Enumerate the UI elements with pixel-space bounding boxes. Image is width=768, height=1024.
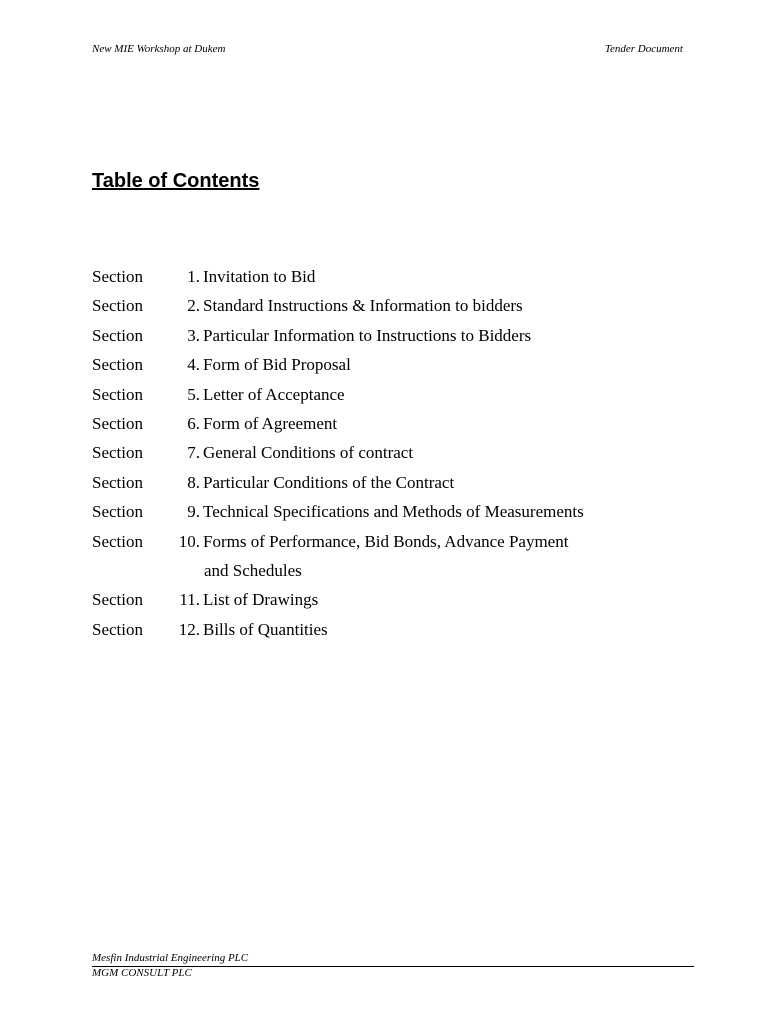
toc-entry-4 <box>92 350 692 379</box>
toc-section-label: Section <box>92 443 143 463</box>
toc-section-title: Form of Agreement <box>203 413 338 433</box>
toc-section-title: General Conditions of contract <box>203 443 414 463</box>
page-title: Table of Contents <box>92 170 260 192</box>
toc-section-number: 6. <box>187 413 200 433</box>
toc-section-label: Section <box>92 502 143 522</box>
toc-section-title: List of Drawings <box>203 590 319 610</box>
toc-section-title: Standard Instructions & Information to bidders <box>203 296 523 316</box>
toc-section-number: 11. <box>179 590 200 610</box>
toc-section-label: Section <box>92 619 143 639</box>
toc-entry-3 <box>92 321 692 350</box>
toc-section-title: Letter of Acceptance <box>203 384 345 404</box>
toc-entry-1 <box>92 262 692 291</box>
toc-entry-7 <box>92 438 692 467</box>
toc-section-label: Section <box>92 325 143 345</box>
toc-entry-10 <box>92 527 692 586</box>
footer-consultant-name: MGM CONSULT PLC <box>92 967 192 979</box>
toc-section-title: Forms of Performance, Bid Bonds, Advance Payment <box>203 531 569 551</box>
toc-section-number: 1. <box>187 267 200 286</box>
toc-section-title: Form of Bid Proposal <box>203 355 351 375</box>
toc-section-number: 9. <box>187 502 200 522</box>
toc-section-title: Particular Conditions of the Contract <box>203 472 455 492</box>
toc-section-label: Section <box>92 384 143 404</box>
toc-entry-5 <box>92 380 692 409</box>
toc-section-title: Particular Information to Instructions to Bidders <box>203 325 532 345</box>
toc-entry-6 <box>92 409 692 438</box>
toc-section-title: Bills of Quantities <box>203 619 328 639</box>
toc-section-label: Section <box>92 531 143 551</box>
toc-section-title: Technical Specifications and Methods of Measurements <box>203 502 584 522</box>
toc-entry-11 <box>92 585 692 614</box>
toc-section-title: Invitation to Bid <box>203 267 316 286</box>
toc-section-label: Section <box>92 413 143 433</box>
toc-section-number: 12. <box>178 619 200 639</box>
toc-section-label: Section <box>92 590 143 610</box>
toc-entry-12 <box>92 615 692 644</box>
toc-section-number: 5. <box>187 384 200 404</box>
toc-section-number: 7. <box>187 443 200 463</box>
footer-company-name: Mesfin Industrial Engineering PLC <box>92 952 249 964</box>
toc-list <box>92 262 692 644</box>
toc-section-title-continuation: and Schedules <box>204 560 302 580</box>
toc-section-label: Section <box>92 472 143 492</box>
toc-section-label: Section <box>92 296 143 316</box>
header-document-type: Tender Document <box>604 43 683 55</box>
toc-section-number: 3. <box>187 325 200 345</box>
toc-section-label: Section <box>92 267 143 286</box>
toc-section-number: 2. <box>187 296 200 316</box>
toc-entry-9 <box>92 497 692 526</box>
toc-section-number: 10. <box>178 531 200 551</box>
toc-section-number: 4. <box>187 355 200 375</box>
toc-entry-2 <box>92 291 692 320</box>
toc-section-number: 8. <box>187 472 200 492</box>
toc-entry-8 <box>92 468 692 497</box>
header-project-name: New MIE Workshop at Dukem <box>92 43 226 55</box>
toc-section-label: Section <box>92 355 143 375</box>
